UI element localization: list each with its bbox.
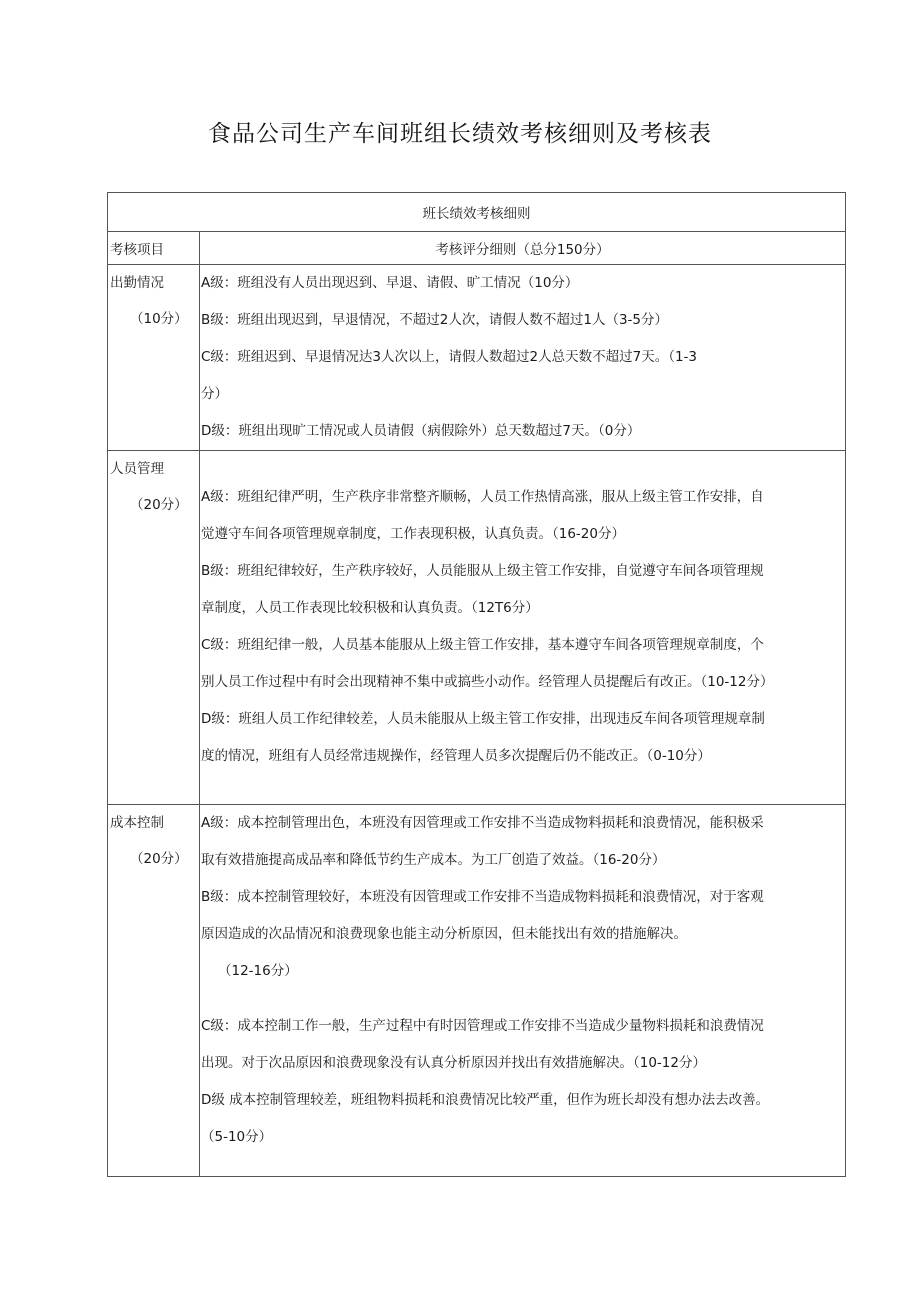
criteria-line: C级：班组纪律一般，人员基本能服从上级主管工作安排，基本遵守车间各项管理规章制度，个 — [201, 637, 764, 653]
category-cell — [108, 805, 200, 1177]
table-row — [108, 451, 846, 805]
criteria-line: D级 成本控制管理较差，班组物料损耗和浪费情况比较严重，但作为班长却没有想办法去改善。 — [201, 1092, 770, 1108]
header-row — [108, 232, 846, 265]
spacer — [200, 451, 845, 479]
category-cell — [108, 451, 200, 805]
header-criteria: 考核评分细则（总分150分） — [200, 232, 846, 265]
caption-row — [108, 193, 846, 232]
criteria-line: C级：班组迟到、早退情况达3人次以上，请假人数超过2人总天数不超过7天。（1-3 — [201, 349, 697, 365]
document-title: 食品公司生产车间班组长绩效考核细则及考核表 — [208, 121, 712, 147]
criteria-line: B级：成本控制管理较好，本班没有因管理或工作安排不当造成物料损耗和浪费情况，对于客观 — [201, 889, 764, 905]
criteria-line: （12-16分） — [218, 963, 298, 979]
spacer — [200, 990, 845, 1008]
criteria-line: 度的情况，班组有人员经常违规操作，经管理人员多次提醒后仍不能改正。（0-10分） — [201, 748, 711, 764]
header-item: 考核项目 — [108, 232, 200, 265]
table-row — [108, 805, 846, 1177]
criteria-cell — [200, 805, 846, 1177]
category-score: （10分） — [130, 311, 188, 327]
criteria-line: D级：班组出现旷工情况或人员请假（病假除外）总天数超过7天。（0分） — [201, 423, 641, 439]
criteria-cell — [200, 451, 846, 805]
criteria-cell — [200, 265, 846, 451]
category-name: 成本控制 — [110, 815, 164, 831]
criteria-line: 觉遵守车间各项管理规章制度，工作表现积极，认真负责。（16-20分） — [201, 526, 625, 542]
criteria-line: A级：班组没有人员出现迟到、早退、请假、旷工情况（10分） — [201, 275, 579, 291]
criteria-line: B级：班组出现迟到，早退情况，不超过2人次，请假人数不超过1人（3-5分） — [201, 312, 668, 328]
criteria-line: 章制度，人员工作表现比较积极和认真负责。（12T6分） — [201, 600, 539, 616]
category-name: 出勤情况 — [110, 275, 164, 291]
category-score: （20分） — [130, 497, 188, 513]
criteria-line: （5-10分） — [201, 1129, 273, 1145]
criteria-line: 分） — [201, 386, 228, 402]
criteria-line: 原因造成的次品情况和浪费现象也能主动分析原因，但未能找出有效的措施解决。 — [201, 926, 687, 942]
category-score: （20分） — [130, 851, 188, 867]
criteria-line: B级：班组纪律较好，生产秩序较好，人员能服从上级主管工作安排，自觉遵守车间各项管理规 — [201, 563, 764, 579]
criteria-line: A级：班组纪律严明，生产秩序非常整齐顺畅，人员工作热情高涨，服从上级主管工作安排，自 — [201, 489, 764, 505]
table-caption: 班长绩效考核细则 — [108, 193, 846, 232]
category-name: 人员管理 — [110, 461, 164, 477]
criteria-line: 别人员工作过程中有时会出现精神不集中或搞些小动作。经管理人员提醒后有改正。（10-12分） — [201, 674, 774, 690]
criteria-line: D级：班组人员工作纪律较差，人员未能服从上级主管工作安排，出现违反车间各项管理规章制 — [201, 711, 765, 727]
criteria-line: 出现。对于次品原因和浪费现象没有认真分析原因并找出有效措施解决。（10-12分） — [201, 1055, 706, 1071]
criteria-line: 取有效措施提高成品率和降低节约生产成本。为工厂创造了效益。（16-20分） — [201, 852, 666, 868]
table-row — [108, 265, 846, 451]
criteria-line: C级：成本控制工作一般，生产过程中有时因管理或工作安排不当造成少量物料损耗和浪费情况 — [201, 1018, 764, 1034]
criteria-line: A级：成本控制管理出色，本班没有因管理或工作安排不当造成物料损耗和浪费情况，能积极采 — [201, 815, 764, 831]
category-cell — [108, 265, 200, 451]
assessment-table — [107, 192, 846, 1177]
